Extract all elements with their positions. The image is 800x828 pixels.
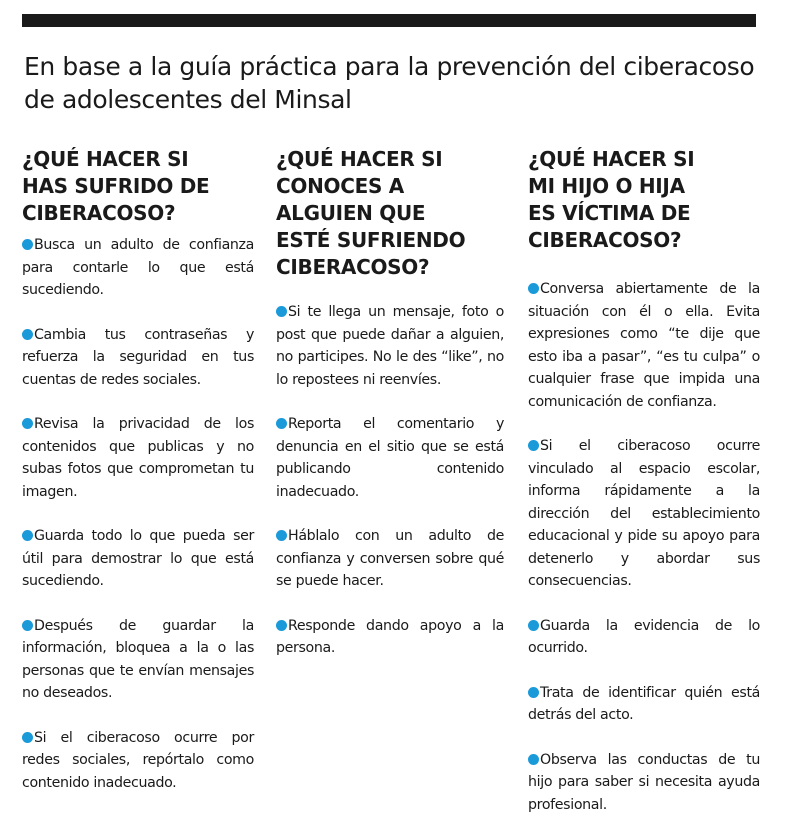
bullet-icon bbox=[276, 620, 287, 631]
bullet-icon bbox=[276, 530, 287, 541]
page-title: En base a la guía práctica para la prevención del ciberacoso de adolescentes del Minsal bbox=[24, 52, 755, 114]
list-item: Conversa abiertamente de la situación con él o ella. Evita expresiones como “te dije que esto iba a pasar”, “es tu culpa” o cualquier frase que impida una comunicación de confianza. bbox=[528, 281, 760, 410]
bullet-icon bbox=[22, 418, 33, 429]
list-item: Responde dando apoyo a la persona. bbox=[276, 617, 504, 656]
list-item: Trata de identificar quién está detrás del acto. bbox=[528, 684, 760, 723]
bullet-icon bbox=[22, 732, 33, 743]
list-item: Cambia tus contraseñas y refuerza la seguridad en tus cuentas de redes sociales. bbox=[22, 326, 254, 388]
column-title: ¿QUÉ HACER SI HAS SUFRIDO DE CIBERACOSO? bbox=[22, 147, 210, 225]
list-item: Guarda la evidencia de lo ocurrido. bbox=[528, 617, 760, 656]
column-conoces bbox=[276, 146, 504, 660]
tips-list bbox=[276, 301, 504, 660]
list-item: Háblalo con un adulto de confianza y conversen sobre qué se puede hacer. bbox=[276, 528, 504, 589]
list-item: Si te llega un mensaje, foto o post que puede dañar a alguien, no participes. No le des “like”, no lo repostees ni reenvíes. bbox=[276, 304, 504, 388]
bullet-icon bbox=[22, 530, 33, 541]
column-hijo bbox=[528, 146, 760, 816]
bullet-icon bbox=[528, 754, 539, 765]
bullet-icon bbox=[22, 329, 33, 340]
column-title: ¿QUÉ HACER SI MI HIJO O HIJA ES VÍCTIMA DE CIBERACOSO? bbox=[528, 147, 695, 252]
bullet-icon bbox=[276, 306, 287, 317]
tips-list bbox=[22, 234, 254, 794]
bullet-icon bbox=[22, 239, 33, 250]
top-rule bbox=[22, 14, 756, 27]
bullet-icon bbox=[22, 620, 33, 631]
bullet-icon bbox=[528, 620, 539, 631]
list-item: Observa las conductas de tu hijo para saber si necesita ayuda profesional. bbox=[528, 751, 760, 813]
list-item: Después de guardar la información, bloquea a la o las personas que te envían mensajes no deseados. bbox=[22, 617, 254, 701]
column-title: ¿QUÉ HACER SI CONOCES A ALGUIEN QUE ESTÉ SUFRIENDO CIBERACOSO? bbox=[276, 147, 466, 279]
bullet-icon bbox=[528, 440, 539, 451]
list-item: Reporta el comentario y denuncia en el sitio que se está publicando contenido inadecuado. bbox=[276, 416, 504, 500]
list-item: Revisa la privacidad de los contenidos que publicas y no subas fotos que comprometan tu imagen. bbox=[22, 416, 254, 500]
tips-list bbox=[528, 278, 760, 816]
list-item: Guarda todo lo que pueda ser útil para demostrar lo que está sucediendo. bbox=[22, 528, 254, 589]
column-sufrido bbox=[22, 146, 254, 794]
bullet-icon bbox=[276, 418, 287, 429]
list-item: Si el ciberacoso ocurre vinculado al espacio escolar, informa rápidamente a la dirección del establecimiento educacional y pide su apoyo para detenerlo y abordar sus consecuencias. bbox=[528, 438, 760, 589]
bullet-icon bbox=[528, 687, 539, 698]
list-item: Si el ciberacoso ocurre por redes sociales, repórtalo como contenido inadecuado. bbox=[22, 729, 254, 791]
bullet-icon bbox=[528, 283, 539, 294]
list-item: Busca un adulto de confianza para contarle lo que está sucediendo. bbox=[22, 237, 254, 298]
